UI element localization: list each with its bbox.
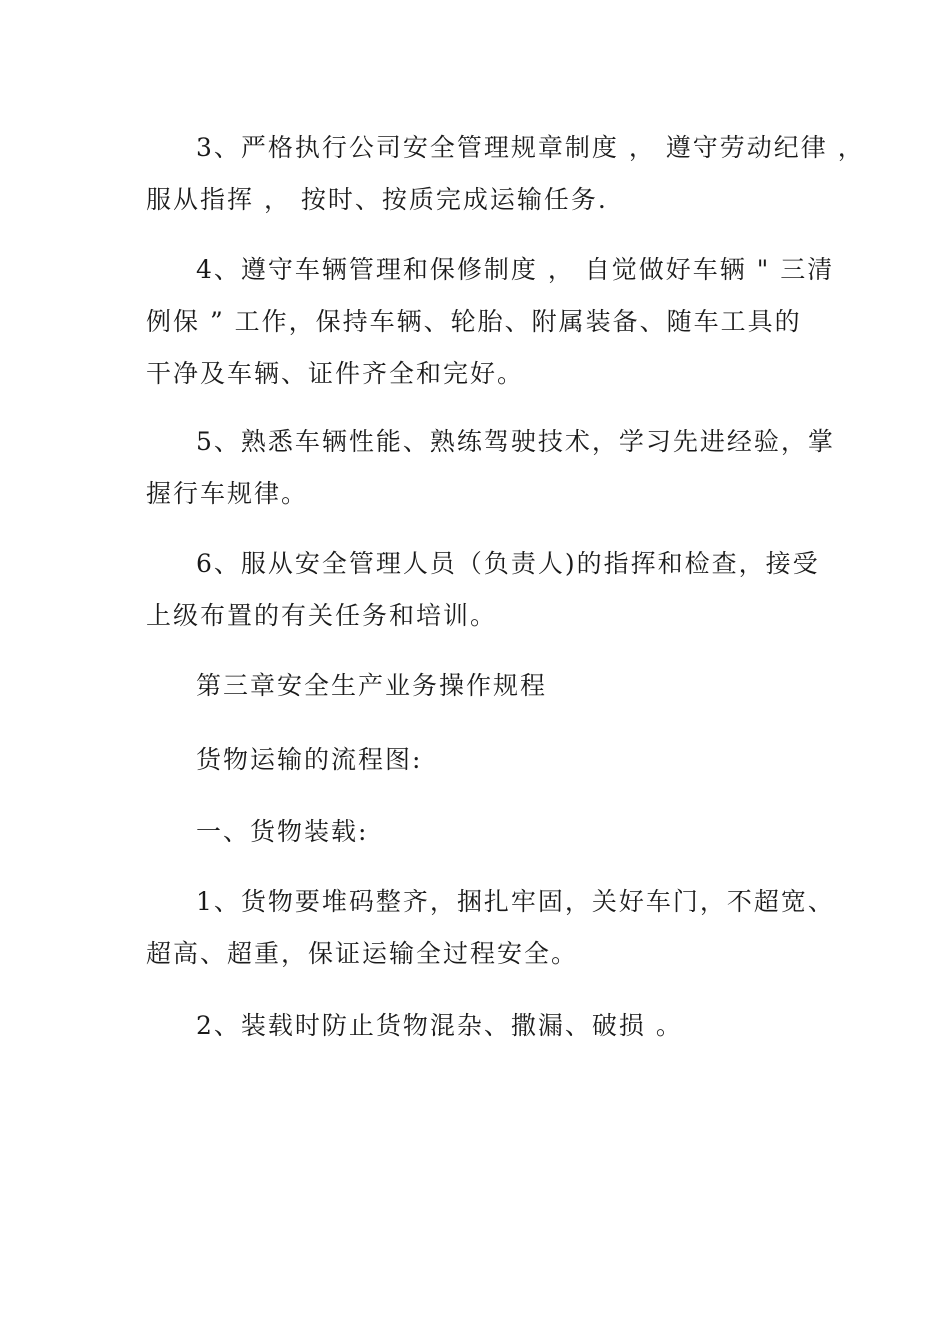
text-line: 货物运输的流程图: [196, 745, 423, 774]
text-line: 5、熟悉车辆性能、熟练驾驶技术，学习先进经验，掌 [196, 427, 835, 456]
text-line: 2、装载时防止货物混杂、撒漏、破损 。 [196, 1011, 683, 1040]
paragraph-loading-rule-1 [146, 876, 835, 980]
text-line: 服从指挥 ， 按时、按质完成运输任务. [146, 185, 608, 214]
paragraph-rule-4 [146, 244, 835, 400]
paragraph-rule-3 [146, 122, 865, 226]
text-line: 超高、超重，保证运输全过程安全。 [146, 939, 579, 968]
text-line: 例保 ” 工作，保持车辆、轮胎、附属装备、随车工具的 [146, 307, 802, 336]
paragraph-rule-6 [146, 538, 820, 642]
text-line: 一、货物装载: [196, 817, 369, 846]
text-line: 第三章安全生产业务操作规程 [196, 671, 548, 700]
text-line: 1、货物要堆码整齐，捆扎牢固，关好车门，不超宽、 [196, 887, 835, 916]
text-line: 干净及车辆、证件齐全和完好。 [146, 359, 525, 388]
paragraph-loading-rule-2 [146, 1000, 806, 1052]
text-line: 6、服从安全管理人员（负责人)的指挥和检查，接受 [196, 549, 820, 578]
text-line: 4、遵守车辆管理和保修制度 ， 自觉做好车辆 " 三清 [196, 255, 835, 284]
text-line: 上级布置的有关任务和培训。 [146, 601, 498, 630]
text-line: 握行车规律。 [146, 479, 309, 508]
flowchart-heading [146, 734, 806, 786]
text-line: 3、严格执行公司安全管理规章制度 ， 遵守劳动纪律 ， [196, 133, 865, 162]
section-heading [146, 806, 806, 858]
paragraph-rule-5 [146, 416, 835, 520]
chapter-heading [146, 660, 806, 712]
